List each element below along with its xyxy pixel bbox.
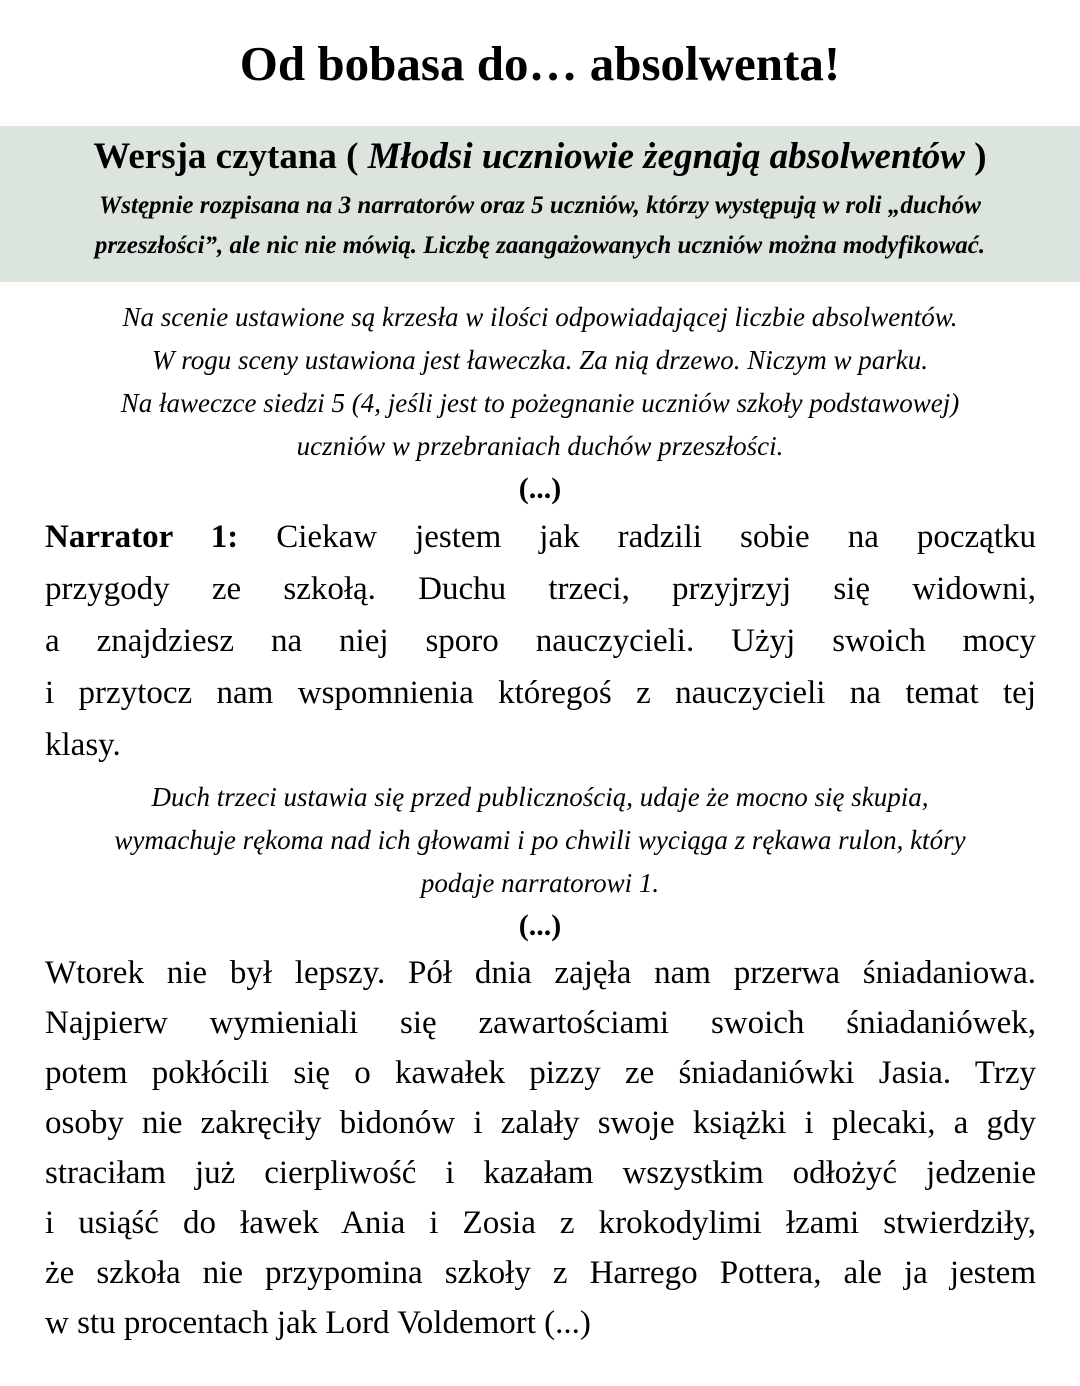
dialogue-line: osoby nie zakręciły bidonów i zalały swoje książki i plecaki, a gdy [45,1104,1036,1141]
version-note-line: Wstępnie rozpisana na 3 narratorów oraz 5 uczniów, którzy występują w roli „duchów [99,191,981,219]
dialogue-line: klasy. [45,726,121,763]
dialogue-line: Wtorek nie był lepszy. Pół dnia zajęła nam przerwa śniadaniowa. [45,954,1036,991]
stage-direction-2 [44,776,1036,905]
stage-direction-line: wymachuje rękoma nad ich głowami i po chwili wyciąga z rękawa rulon, który [114,824,966,855]
dialogue-line: przygody ze szkołą. Duchu trzeci, przyjrzyj się widowni, [45,570,1036,607]
version-heading-suffix: ) [965,136,987,178]
stage-direction-line: Na ławeczce siedzi 5 (4, jeśli jest to pożegnanie uczniów szkoły podstawowej) [120,387,960,418]
stage-direction-line: W rogu sceny ustawiona jest ławeczka. Za nią drzewo. Niczym w parku. [152,344,928,375]
speaker-label: Narrator 1: [45,518,239,555]
dialogue-line: w stu procentach jak Lord Voldemort (...) [45,1304,591,1341]
version-heading [34,134,1046,180]
version-banner [0,126,1080,281]
stage-direction-1 [44,296,1036,468]
dialogue-line: straciłam już cierpliwość i kazałam wszystkim odłożyć jedzenie [45,1154,1036,1191]
page-title: Od bobasa do… absolwenta! [239,36,841,91]
version-note-line: przeszłości”, ale nic nie mówią. Liczbę zaangażowanych uczniów można modyfikować. [94,231,986,259]
ellipsis-separator-2: (...) [518,908,562,942]
dialogue-line: a znajdziesz na niej sporo nauczycieli. Użyj swoich mocy [45,622,1036,659]
document-page [0,36,1080,1386]
dialogue-line: potem pokłócili się o kawałek pizzy ze śniadaniówki Jasia. Trzy [45,1054,1036,1091]
dialogue-text: Ciekaw jestem jak radzili sobie na początku [276,518,1036,555]
version-note [34,186,1046,266]
stage-direction-line: Na scenie ustawione są krzesła w ilości odpowiadającej liczbie absolwentów. [122,301,958,332]
stage-direction-line: podaje narratorowi 1. [420,867,660,898]
version-heading-italic: Młodsi uczniowie żegnają absolwentów [367,136,965,178]
dialogue-line: że szkoła nie przypomina szkoły z Harrego Pottera, ale ja jestem [45,1254,1036,1291]
ellipsis-separator-1: (...) [518,471,562,505]
dialogue-line: i usiąść do ławek Ania i Zosia z krokodylimi łzami stwierdziły, [45,1204,1036,1241]
dialogue-line [45,511,1036,563]
teacher-memory-paragraph [45,948,1036,1348]
version-heading-prefix: Wersja czytana ( [93,136,368,178]
stage-direction-line: Duch trzeci ustawia się przed publicznością, udaje że mocno się skupia, [151,781,929,812]
narrator-1-paragraph [45,511,1036,771]
dialogue-line: i przytocz nam wspomnienia któregoś z nauczycieli na temat tej [45,674,1036,711]
dialogue-line: Najpierw wymieniali się zawartościami swoich śniadaniówek, [45,1004,1036,1041]
stage-direction-line: uczniów w przebraniach duchów przeszłości. [296,430,784,461]
